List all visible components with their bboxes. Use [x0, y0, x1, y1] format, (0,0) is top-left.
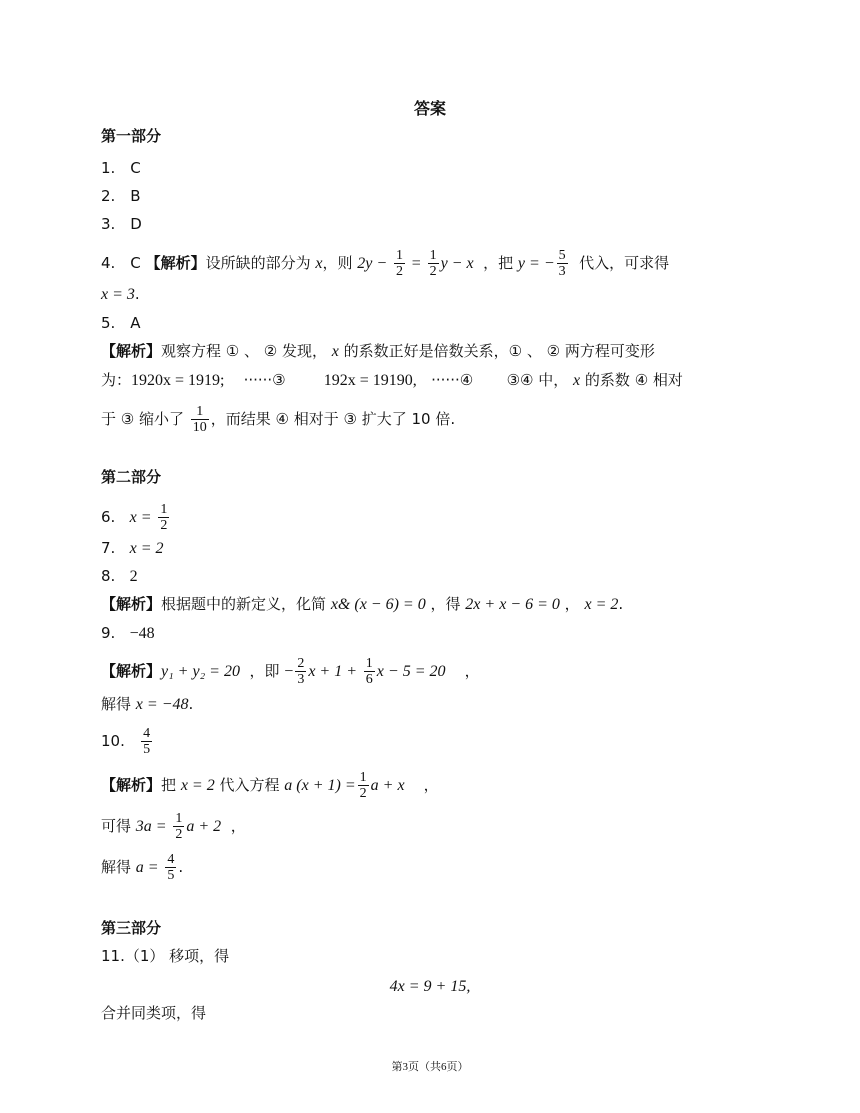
answer-4-result: x = 3. — [101, 285, 140, 303]
fraction: $\frac{1}{2}$ — [160, 502, 168, 533]
section-3-heading: 第三部分 — [101, 919, 162, 937]
answer-9-result: 解得 x = −48. — [101, 695, 194, 713]
answer-4: 4. C 【解析】设所缺的部分为 x，则 2y − $\frac{1}{2}$ = $\frac{1}{2}$ y − x ，把 y = − $\frac{5}{3}$ 代入，可求得 — [101, 248, 670, 279]
fraction: $\frac{1}{2}$ — [175, 811, 183, 842]
fraction: $\frac{1}{2}$ — [359, 770, 367, 801]
answer-1: 1. C — [101, 159, 141, 177]
fraction: $\frac{1}{2}$ — [429, 248, 437, 279]
fraction: $\frac{5}{3}$ — [558, 248, 566, 279]
answer-7: 7. x = 2 — [101, 539, 164, 557]
answer-11-step2: 合并同类项，得 — [101, 1004, 207, 1022]
answer-3: 3. D — [101, 215, 142, 233]
fraction: $\frac{4}{5}$ — [167, 852, 175, 883]
fraction: $\frac{2}{3}$ — [297, 656, 305, 687]
fraction: $\frac{1}{2}$ — [395, 248, 403, 279]
section-1-heading: 第一部分 — [101, 127, 162, 145]
answer-9-explanation: 【解析】y₁ + y₂ = 20 ，即 − $\frac{2}{3}$ x + 1 + $\frac{1}{6}$ x − 5 = 20 ， — [101, 656, 480, 687]
answer-10-explanation: 【解析】把 x = 2 代入方程 a (x + 1) = $\frac{1}{2}$ a + x ， — [101, 770, 439, 801]
section-2-heading: 第二部分 — [101, 468, 162, 486]
answer-10: 10. $\frac{4}{5}$ — [101, 726, 151, 757]
answer-10-step: 可得 3a = $\frac{1}{2}$ a + 2 ， — [101, 811, 246, 842]
page-title: 答案 — [413, 99, 446, 118]
answer-9: 9. −48 — [101, 624, 155, 642]
answer-11-step1: 11.（1） 移项，得 — [101, 947, 230, 965]
fraction: $\frac{1}{6}$ — [365, 656, 373, 687]
answer-5-explanation-line1: 【解析】观察方程 ① 、 ② 发现， x 的系数正好是倍数关系，① 、 ② 两方程可变形 — [101, 342, 655, 360]
answer-11-equation: 4x = 9 + 15, — [389, 978, 471, 995]
answer-8: 8. 2 — [101, 567, 138, 585]
answer-2: 2. B — [101, 187, 141, 205]
answer-8-explanation: 【解析】根据题中的新定义，化简 x& (x − 6) = 0 ，得 2x + x − 6 = 0 ， x = 2. — [101, 595, 624, 613]
page-footer: 第3页（共6页） — [391, 1061, 469, 1073]
answer-6: 6. x = $\frac{1}{2}$ — [101, 502, 168, 533]
answer-5: 5. A — [101, 314, 141, 332]
answer-5-explanation-line3: 于 ③ 缩小了 $\frac{1}{10}$ ，而结果 ④ 相对于 ③ 扩大了 10 倍. — [101, 404, 456, 435]
fraction: $\frac{4}{5}$ — [143, 726, 151, 757]
fraction: $\frac{1}{10}$ — [192, 404, 207, 435]
answer-5-explanation-line2: 为：1920x = 1919; ······③ 192x = 19190, ······④ ③④ 中， x 的系数 ④ 相对 — [101, 371, 683, 389]
answer-10-result: 解得 a = $\frac{4}{5}$ . — [101, 852, 184, 883]
